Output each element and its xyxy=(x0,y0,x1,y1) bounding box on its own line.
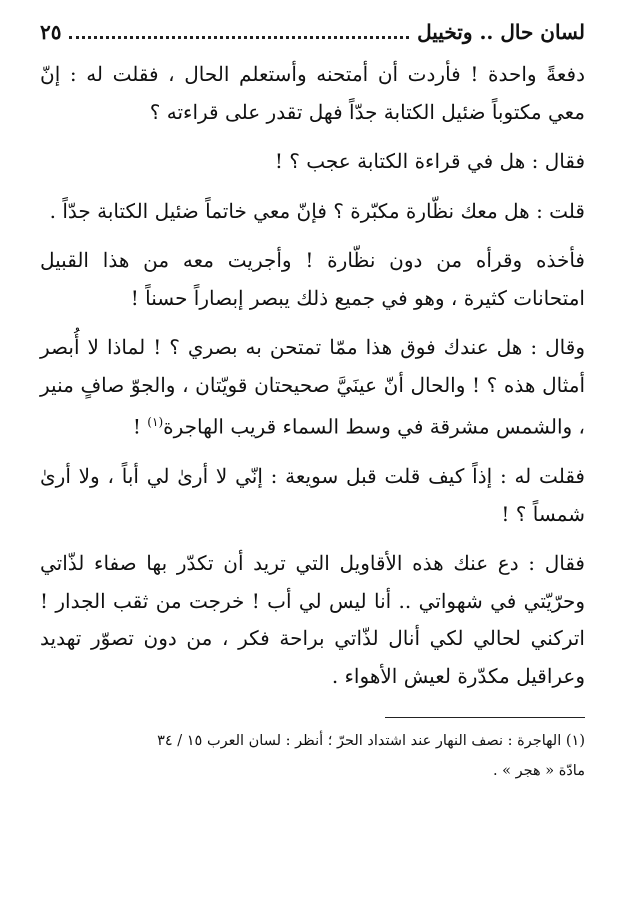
page-number: ٢٥ xyxy=(40,20,62,44)
paragraph-5-tail: ! xyxy=(132,414,148,439)
paragraph-3: قلت : هل معك نظّارة مكبّرة ؟ فإنّ معي خاتماً ضئيل الكتابة جدّاً . xyxy=(49,198,585,223)
footnote-line-1: (١) الهاجرة : نصف النهار عند اشتداد الحرّ ؛ أنظر : لسان العرب ١٥ / ٣٤ xyxy=(157,733,585,750)
paragraph-6: فقلت له : إذاً كيف قلت قبل سويعة : إنّي لا أرىٰ لي أباً ، ولا أرىٰ شمساً ؟ ! xyxy=(40,464,585,526)
header-dot-leader xyxy=(69,35,409,39)
paragraph-5-text: وقال : هل عندك فوق هذا ممّا تمتحن به بصري ؟ ! لماذا لا أُبصر أمثال هذه ؟ ! والحال أنّ عينَيَّ صحيحتان قويّتان ، والجوّ صافٍ منير ، والشمس مشرقة في وسط السماء قريب الهاجرة xyxy=(40,335,585,439)
paragraph-4: فأخذه وقرأه من دون نظّارة ! وأجريت معه من هذا القبيل امتحانات كثيرة ، وهو في جميع ذلك يبصر إبصاراً حسناً ! xyxy=(40,248,585,310)
paragraph-2: فقال : هل في قراءة الكتابة عجب ؟ ! xyxy=(274,149,585,173)
footnote-divider xyxy=(385,717,585,718)
footnote xyxy=(40,726,585,786)
paragraph-7: فقال : دع عنك هذه الأقاويل التي تريد أن تكدّر بها صفاء لذّاتي وحرّيّتي في شهواتي .. أنا ليس لي أب ! خرجت من ثقب الجدار ! اتركني لحالي لكي أنال لذّاتي براحة فكر ، من دون تصوّر تهديد وعراقيل مكدّرة لعيش الأهواء . xyxy=(40,551,585,688)
running-title: لسان حال .. وتخييل xyxy=(417,20,585,44)
footnote-marker: (١) xyxy=(147,415,164,429)
paragraph-5 xyxy=(40,329,585,446)
paragraph-1: دفعةً واحدة ! فأردت أن أمتحنه وأستعلم الحال ، فقلت له : إنّ معي مكتوباً ضئيل الكتابة جدّاً فهل تقدر على قراءته ؟ xyxy=(40,62,585,124)
body-text xyxy=(40,56,585,695)
footnote-line-2: مادّة « هجر » . xyxy=(492,763,585,780)
running-header xyxy=(40,20,585,56)
